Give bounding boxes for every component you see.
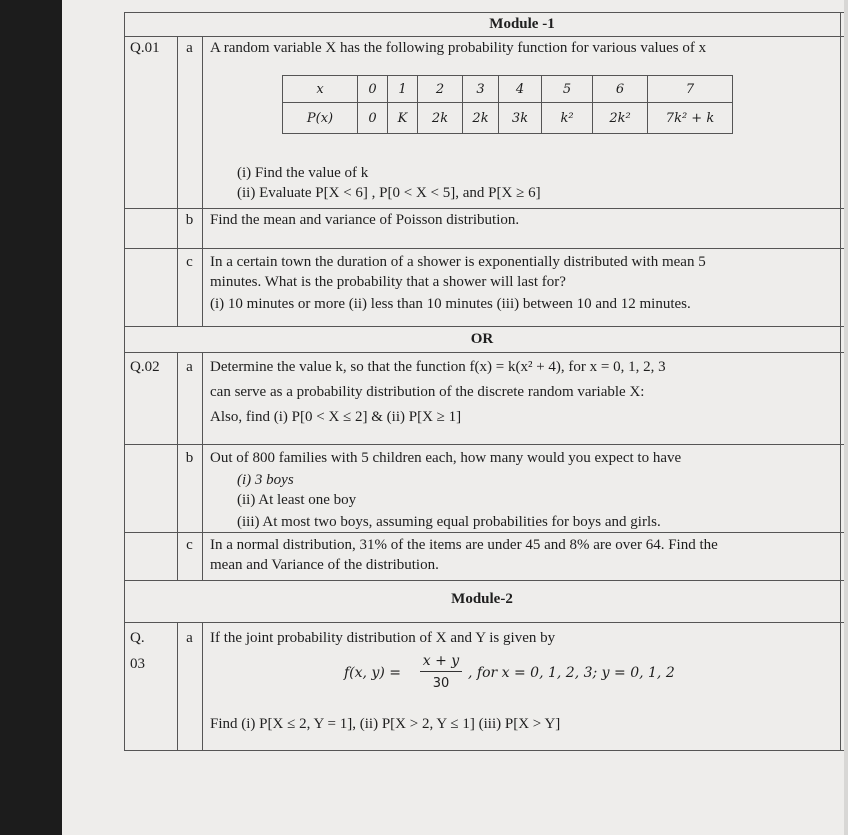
q01c-line1: In a certain town the duration of a shower is exponentially distributed with mean 5: [210, 254, 706, 270]
grid-line: [124, 248, 844, 249]
q01a-text: A random variable X has the following probability function for various values of x: [210, 40, 707, 56]
table-cell: 2: [418, 76, 463, 103]
grid-line: [124, 444, 844, 445]
q03a-formula-rhs: , for x = 0, 1, 2, 3; y = 0, 1, 2: [468, 665, 675, 681]
table-row: [283, 76, 733, 103]
q01b-label: b: [185, 212, 194, 228]
table-cell: k²: [542, 103, 593, 134]
grid-line: [177, 36, 178, 326]
module-2-title: Module-2: [451, 591, 513, 607]
grid-line: [124, 622, 844, 623]
grid-line: [202, 622, 203, 751]
grid-line: [202, 352, 203, 580]
q01b-text: Find the mean and variance of Poisson distribution.: [210, 212, 520, 228]
q02a-line2: can serve as a probability distribution of the discrete random variable X:: [210, 384, 645, 400]
q03-number-line2: 03: [130, 656, 145, 672]
table-row: [283, 103, 733, 134]
table-cell: 2k: [463, 103, 499, 134]
module-1-title: Module -1: [489, 16, 555, 32]
q03a-line1: If the joint probability distribution of X and Y is given by: [210, 630, 556, 646]
table-cell: 7: [648, 76, 733, 103]
grid-line: [124, 36, 844, 37]
table-cell: 5: [542, 76, 593, 103]
q02b-line1: Out of 800 families with 5 children each, how many would you expect to have: [210, 450, 682, 466]
q01c-line3: (i) 10 minutes or more (ii) less than 10 minutes (iii) between 10 and 12 minutes.: [210, 296, 691, 312]
q02a-label: a: [186, 359, 193, 375]
q03-number-line1: Q.: [130, 630, 145, 646]
grid-line: [124, 532, 844, 533]
table-cell: 2k²: [593, 103, 648, 134]
or-label: OR: [470, 331, 494, 347]
fraction-bar: [420, 671, 462, 672]
table-header-px: P(x): [283, 103, 358, 134]
table-cell: 3: [463, 76, 499, 103]
grid-line: [840, 12, 841, 751]
grid-line: [124, 750, 844, 751]
q01a-label: a: [186, 40, 193, 56]
q02b-line2: (i) 3 boys: [237, 472, 294, 488]
q01a-sub-ii: (ii) Evaluate P[X < 6] , P[0 < X < 5], and P[X ≥ 6]: [237, 185, 541, 201]
left-dark-border: [0, 0, 62, 835]
q02c-label: c: [186, 537, 193, 553]
q03a-line3: Find (i) P[X ≤ 2, Y = 1], (ii) P[X > 2, Y ≤ 1] (iii) P[X > Y]: [210, 716, 561, 732]
table-header-x: x: [283, 76, 358, 103]
q03a-formula-lhs: f(x, y) =: [344, 665, 401, 681]
grid-line: [124, 352, 844, 353]
q03a-label: a: [186, 630, 193, 646]
grid-line: [202, 36, 203, 326]
grid-line: [124, 12, 125, 751]
q01c-line2: minutes. What is the probability that a shower will last for?: [210, 274, 566, 290]
table-cell: 6: [593, 76, 648, 103]
table-cell: 4: [499, 76, 542, 103]
table-cell: 0: [358, 103, 388, 134]
right-edge: [844, 0, 848, 835]
table-cell: 2k: [418, 103, 463, 134]
q03a-formula-numerator: x + y: [422, 653, 460, 669]
probability-table: [282, 75, 733, 134]
table-cell: K: [388, 103, 418, 134]
q01c-label: c: [186, 254, 193, 270]
q02b-line3: (ii) At least one boy: [237, 492, 357, 508]
q02-number: Q.02: [130, 359, 160, 375]
q01a-sub-i: (i) Find the value of k: [237, 165, 369, 181]
grid-line: [124, 208, 844, 209]
q02b-line4: (iii) At most two boys, assuming equal probabilities for boys and girls.: [237, 514, 661, 530]
grid-line: [124, 12, 844, 13]
q03a-formula-denominator: 30: [432, 676, 450, 691]
table-cell: 0: [358, 76, 388, 103]
grid-line: [124, 580, 844, 581]
grid-line: [124, 326, 844, 327]
table-cell: 1: [388, 76, 418, 103]
q02b-label: b: [185, 450, 194, 466]
table-cell: 7k² + k: [648, 103, 733, 134]
q02c-line2: mean and Variance of the distribution.: [210, 557, 439, 573]
q02c-line1: In a normal distribution, 31% of the items are under 45 and 8% are over 64. Find the: [210, 537, 718, 553]
q02a-line1: Determine the value k, so that the function f(x) = k(x² + 4), for x = 0, 1, 2, 3: [210, 359, 666, 375]
q02a-line3: Also, find (i) P[0 < X ≤ 2] & (ii) P[X ≥ 1]: [210, 409, 462, 425]
q01-number: Q.01: [130, 40, 160, 56]
table-cell: 3k: [499, 103, 542, 134]
